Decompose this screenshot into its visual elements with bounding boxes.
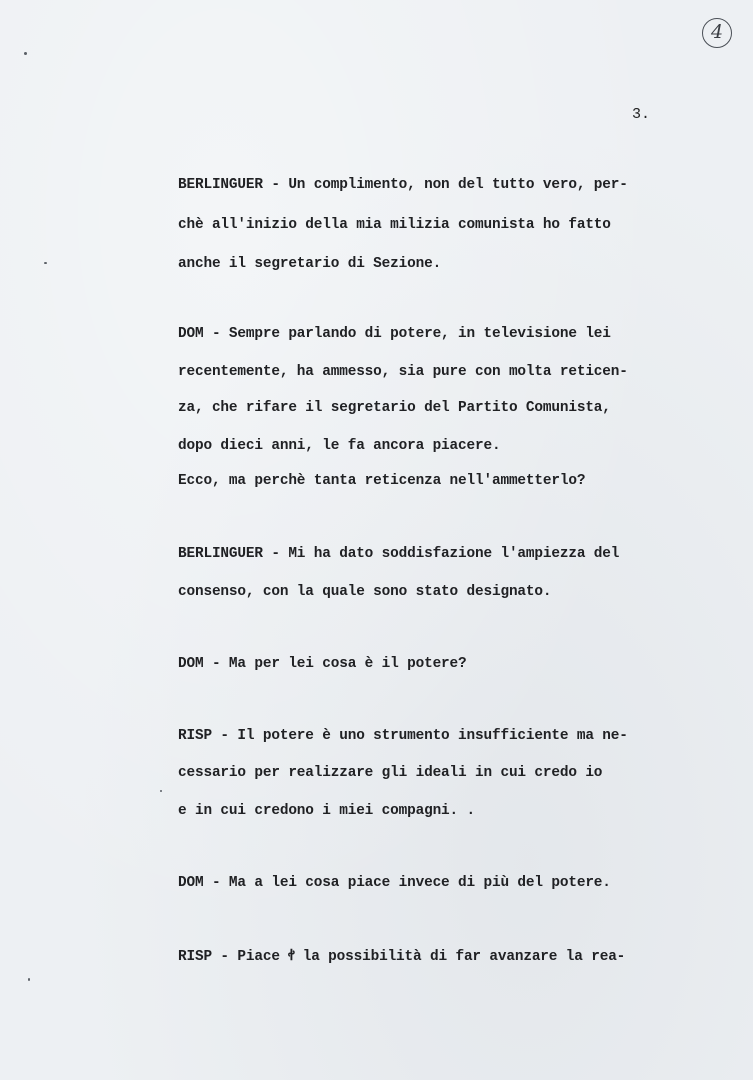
paper-speck: [44, 262, 47, 264]
text-line: e in cui credono i miei compagni. .: [178, 803, 476, 819]
paper-speck: [160, 790, 162, 792]
text-line: DOM - Ma a lei cosa piace invece di più del potere.: [178, 875, 611, 891]
text-line: chè all'inizio della mia milizia comunista ho fatto: [178, 217, 611, 233]
text-line: DOM - Ma per lei cosa è il potere?: [178, 656, 467, 672]
text-line: za, che rifare il segretario del Partito Comunista,: [178, 400, 611, 416]
paper-speck: [24, 52, 27, 55]
text-line: recentemente, ha ammesso, sia pure con molta reticen-: [178, 364, 628, 380]
text-line: BERLINGUER - Mi ha dato soddisfazione l'ampiezza del: [178, 546, 620, 562]
text-line: consenso, con la quale sono stato designato.: [178, 584, 552, 600]
text-line: cessario per realizzare gli ideali in cui credo io: [178, 765, 603, 781]
text-line: DOM - Sempre parlando di potere, in televisione lei: [178, 326, 611, 342]
text-line: anche il segretario di Sezione.: [178, 256, 442, 272]
archive-number-stamp: 4: [702, 18, 732, 48]
text-line: BERLINGUER - Un complimento, non del tutto vero, per-: [178, 177, 628, 193]
text-line: Ecco, ma perchè tanta reticenza nell'ammetterlo?: [178, 473, 586, 489]
page-number: 3.: [632, 106, 651, 123]
text-line: dopo dieci anni, le fa ancora piacere.: [178, 438, 501, 454]
text-line: RISP - Piace ꬷ la possibilità di far avanzare la rea-: [178, 949, 626, 965]
paper-speck: [28, 978, 30, 981]
text-line: RISP - Il potere è uno strumento insufficiente ma ne-: [178, 728, 628, 744]
